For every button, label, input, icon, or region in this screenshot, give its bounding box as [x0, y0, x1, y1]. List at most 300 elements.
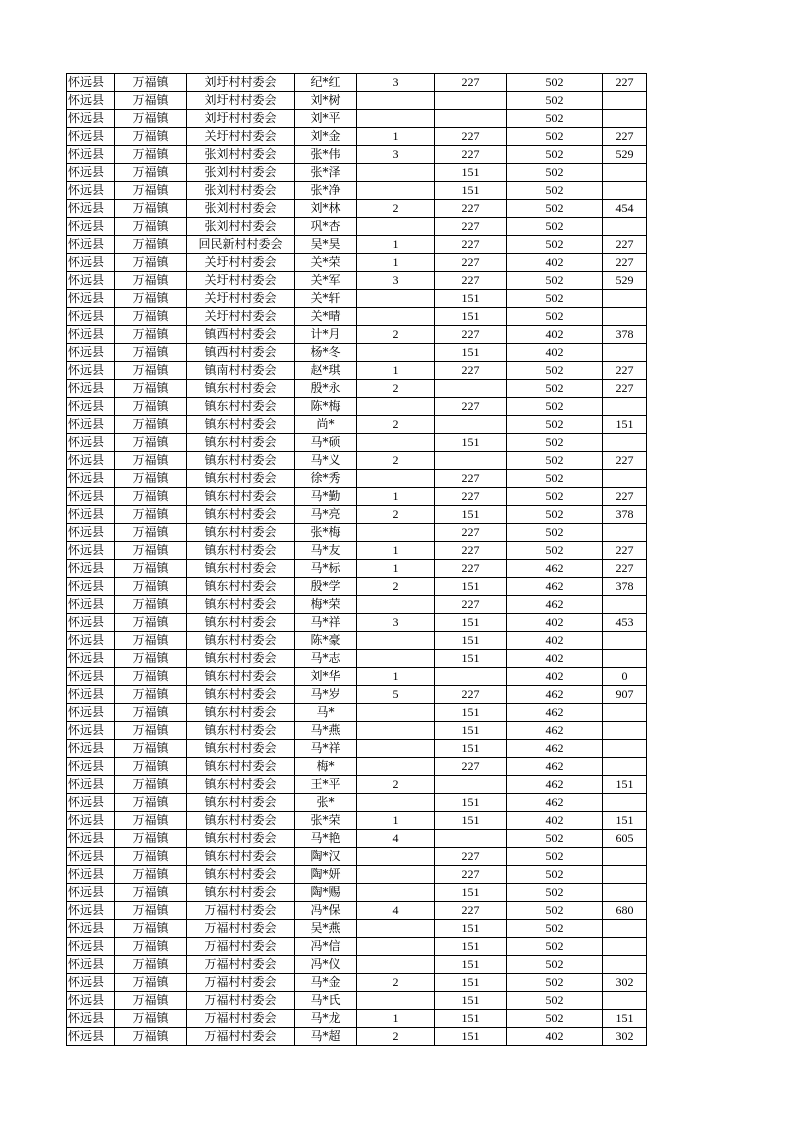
amount-cell [603, 938, 647, 956]
name-cell: 马*志 [295, 650, 357, 668]
table-row [67, 1010, 647, 1028]
base-cell: 502 [507, 920, 603, 938]
village-cell: 镇东村村委会 [187, 884, 295, 902]
village-cell: 万福村村委会 [187, 956, 295, 974]
household-size-cell [357, 740, 435, 758]
household-size-cell [357, 344, 435, 362]
name-cell: 殷*学 [295, 578, 357, 596]
county-cell: 怀远县 [67, 578, 115, 596]
table-row [67, 362, 647, 380]
village-cell: 镇东村村委会 [187, 650, 295, 668]
table-row [67, 650, 647, 668]
table-row [67, 488, 647, 506]
town-cell: 万福镇 [115, 812, 187, 830]
amount-cell [603, 650, 647, 668]
county-cell: 怀远县 [67, 326, 115, 344]
standard-cell: 227 [435, 866, 507, 884]
name-cell: 关*轩 [295, 290, 357, 308]
town-cell: 万福镇 [115, 578, 187, 596]
household-size-cell [357, 290, 435, 308]
standard-cell: 151 [435, 974, 507, 992]
base-cell: 502 [507, 236, 603, 254]
name-cell: 刘*林 [295, 200, 357, 218]
table-row [67, 560, 647, 578]
table-row [67, 236, 647, 254]
standard-cell: 227 [435, 758, 507, 776]
standard-cell: 151 [435, 164, 507, 182]
base-cell: 502 [507, 398, 603, 416]
table-row [67, 866, 647, 884]
name-cell: 王*平 [295, 776, 357, 794]
village-cell: 镇东村村委会 [187, 560, 295, 578]
town-cell: 万福镇 [115, 506, 187, 524]
standard-cell: 227 [435, 362, 507, 380]
town-cell: 万福镇 [115, 668, 187, 686]
town-cell: 万福镇 [115, 902, 187, 920]
village-cell: 镇东村村委会 [187, 470, 295, 488]
standard-cell: 151 [435, 704, 507, 722]
name-cell: 吴*燕 [295, 920, 357, 938]
village-cell: 刘圩村村委会 [187, 74, 295, 92]
base-cell: 462 [507, 596, 603, 614]
village-cell: 关圩村村委会 [187, 128, 295, 146]
base-cell: 502 [507, 218, 603, 236]
name-cell: 陶*汉 [295, 848, 357, 866]
table-body [67, 74, 647, 1046]
household-size-cell [357, 164, 435, 182]
household-size-cell: 1 [357, 254, 435, 272]
name-cell: 马*金 [295, 974, 357, 992]
town-cell: 万福镇 [115, 380, 187, 398]
village-cell: 张刘村村委会 [187, 164, 295, 182]
household-size-cell [357, 308, 435, 326]
amount-cell [603, 218, 647, 236]
town-cell: 万福镇 [115, 272, 187, 290]
name-cell: 马*祥 [295, 740, 357, 758]
amount-cell [603, 344, 647, 362]
county-cell: 怀远县 [67, 416, 115, 434]
household-size-cell [357, 470, 435, 488]
table-row [67, 506, 647, 524]
household-size-cell [357, 524, 435, 542]
standard-cell: 151 [435, 920, 507, 938]
village-cell: 关圩村村委会 [187, 272, 295, 290]
household-size-cell [357, 794, 435, 812]
household-size-cell: 1 [357, 488, 435, 506]
town-cell: 万福镇 [115, 524, 187, 542]
table-row [67, 452, 647, 470]
name-cell: 关*荣 [295, 254, 357, 272]
county-cell: 怀远县 [67, 200, 115, 218]
name-cell: 纪*红 [295, 74, 357, 92]
table-row [67, 470, 647, 488]
table-row [67, 542, 647, 560]
amount-cell: 227 [603, 128, 647, 146]
household-size-cell: 2 [357, 1028, 435, 1046]
table-row [67, 758, 647, 776]
town-cell: 万福镇 [115, 1010, 187, 1028]
table-row [67, 128, 647, 146]
household-size-cell: 3 [357, 272, 435, 290]
household-size-cell [357, 722, 435, 740]
amount-cell: 907 [603, 686, 647, 704]
name-cell: 刘*金 [295, 128, 357, 146]
village-cell: 关圩村村委会 [187, 254, 295, 272]
county-cell: 怀远县 [67, 1010, 115, 1028]
county-cell: 怀远县 [67, 956, 115, 974]
table-row [67, 668, 647, 686]
household-size-cell: 1 [357, 1010, 435, 1028]
amount-cell [603, 596, 647, 614]
base-cell: 402 [507, 254, 603, 272]
base-cell: 502 [507, 470, 603, 488]
town-cell: 万福镇 [115, 614, 187, 632]
standard-cell [435, 416, 507, 434]
table-row [67, 182, 647, 200]
base-cell: 502 [507, 848, 603, 866]
base-cell: 462 [507, 578, 603, 596]
village-cell: 万福村村委会 [187, 1028, 295, 1046]
town-cell: 万福镇 [115, 992, 187, 1010]
village-cell: 镇东村村委会 [187, 542, 295, 560]
table-row [67, 218, 647, 236]
county-cell: 怀远县 [67, 668, 115, 686]
village-cell: 镇东村村委会 [187, 434, 295, 452]
household-size-cell [357, 182, 435, 200]
standard-cell: 227 [435, 398, 507, 416]
county-cell: 怀远县 [67, 992, 115, 1010]
data-table [66, 73, 647, 1046]
table-row [67, 848, 647, 866]
standard-cell [435, 830, 507, 848]
amount-cell: 529 [603, 146, 647, 164]
name-cell: 徐*秀 [295, 470, 357, 488]
household-size-cell [357, 848, 435, 866]
county-cell: 怀远县 [67, 272, 115, 290]
village-cell: 万福村村委会 [187, 902, 295, 920]
village-cell: 镇东村村委会 [187, 488, 295, 506]
amount-cell [603, 920, 647, 938]
village-cell: 刘圩村村委会 [187, 92, 295, 110]
household-size-cell: 2 [357, 506, 435, 524]
table-row [67, 956, 647, 974]
amount-cell [603, 758, 647, 776]
table-row [67, 254, 647, 272]
county-cell: 怀远县 [67, 758, 115, 776]
household-size-cell [357, 92, 435, 110]
amount-cell: 227 [603, 380, 647, 398]
town-cell: 万福镇 [115, 866, 187, 884]
county-cell: 怀远县 [67, 470, 115, 488]
standard-cell: 151 [435, 290, 507, 308]
household-size-cell [357, 632, 435, 650]
village-cell: 张刘村村委会 [187, 146, 295, 164]
county-cell: 怀远县 [67, 866, 115, 884]
town-cell: 万福镇 [115, 290, 187, 308]
standard-cell: 227 [435, 272, 507, 290]
name-cell: 关*晴 [295, 308, 357, 326]
name-cell: 马*燕 [295, 722, 357, 740]
table-row [67, 146, 647, 164]
amount-cell: 227 [603, 362, 647, 380]
amount-cell [603, 794, 647, 812]
name-cell: 张* [295, 794, 357, 812]
village-cell: 镇东村村委会 [187, 668, 295, 686]
household-size-cell: 2 [357, 452, 435, 470]
village-cell: 镇东村村委会 [187, 776, 295, 794]
village-cell: 关圩村村委会 [187, 308, 295, 326]
name-cell: 冯*保 [295, 902, 357, 920]
amount-cell: 227 [603, 74, 647, 92]
table-row [67, 704, 647, 722]
household-size-cell: 1 [357, 542, 435, 560]
county-cell: 怀远县 [67, 290, 115, 308]
name-cell: 张*伟 [295, 146, 357, 164]
name-cell: 马* [295, 704, 357, 722]
household-size-cell: 3 [357, 146, 435, 164]
county-cell: 怀远县 [67, 488, 115, 506]
amount-cell: 227 [603, 236, 647, 254]
base-cell: 502 [507, 434, 603, 452]
base-cell: 402 [507, 326, 603, 344]
household-size-cell: 2 [357, 578, 435, 596]
household-size-cell: 2 [357, 416, 435, 434]
base-cell: 502 [507, 488, 603, 506]
village-cell: 镇西村村委会 [187, 344, 295, 362]
amount-cell: 227 [603, 488, 647, 506]
standard-cell: 227 [435, 236, 507, 254]
name-cell: 刘*平 [295, 110, 357, 128]
household-size-cell [357, 218, 435, 236]
village-cell: 镇东村村委会 [187, 398, 295, 416]
name-cell: 马*亮 [295, 506, 357, 524]
table-row [67, 632, 647, 650]
name-cell: 吴*昊 [295, 236, 357, 254]
standard-cell: 151 [435, 812, 507, 830]
county-cell: 怀远县 [67, 938, 115, 956]
base-cell: 502 [507, 92, 603, 110]
standard-cell: 227 [435, 596, 507, 614]
county-cell: 怀远县 [67, 884, 115, 902]
amount-cell: 151 [603, 776, 647, 794]
village-cell: 镇东村村委会 [187, 632, 295, 650]
household-size-cell: 1 [357, 362, 435, 380]
amount-cell: 151 [603, 416, 647, 434]
name-cell: 马*硕 [295, 434, 357, 452]
household-size-cell [357, 758, 435, 776]
standard-cell: 151 [435, 506, 507, 524]
town-cell: 万福镇 [115, 938, 187, 956]
base-cell: 502 [507, 506, 603, 524]
base-cell: 462 [507, 560, 603, 578]
household-size-cell [357, 956, 435, 974]
household-size-cell [357, 398, 435, 416]
table-row [67, 380, 647, 398]
standard-cell: 151 [435, 578, 507, 596]
amount-cell [603, 308, 647, 326]
household-size-cell [357, 704, 435, 722]
base-cell: 402 [507, 344, 603, 362]
base-cell: 502 [507, 1010, 603, 1028]
county-cell: 怀远县 [67, 524, 115, 542]
town-cell: 万福镇 [115, 542, 187, 560]
village-cell: 镇东村村委会 [187, 740, 295, 758]
standard-cell: 151 [435, 740, 507, 758]
amount-cell [603, 182, 647, 200]
village-cell: 万福村村委会 [187, 938, 295, 956]
county-cell: 怀远县 [67, 236, 115, 254]
table-row [67, 596, 647, 614]
town-cell: 万福镇 [115, 848, 187, 866]
name-cell: 陈*豪 [295, 632, 357, 650]
household-size-cell: 1 [357, 668, 435, 686]
base-cell: 502 [507, 290, 603, 308]
county-cell: 怀远县 [67, 110, 115, 128]
town-cell: 万福镇 [115, 488, 187, 506]
standard-cell: 151 [435, 182, 507, 200]
county-cell: 怀远县 [67, 308, 115, 326]
name-cell: 计*月 [295, 326, 357, 344]
table-row [67, 686, 647, 704]
household-size-cell: 4 [357, 902, 435, 920]
base-cell: 502 [507, 164, 603, 182]
base-cell: 462 [507, 758, 603, 776]
table-row [67, 308, 647, 326]
name-cell: 马*超 [295, 1028, 357, 1046]
standard-cell: 151 [435, 992, 507, 1010]
county-cell: 怀远县 [67, 848, 115, 866]
base-cell: 462 [507, 686, 603, 704]
base-cell: 502 [507, 974, 603, 992]
household-size-cell: 1 [357, 236, 435, 254]
county-cell: 怀远县 [67, 830, 115, 848]
table-row [67, 902, 647, 920]
standard-cell [435, 776, 507, 794]
standard-cell: 227 [435, 686, 507, 704]
standard-cell: 227 [435, 560, 507, 578]
amount-cell: 227 [603, 452, 647, 470]
standard-cell: 151 [435, 722, 507, 740]
amount-cell: 454 [603, 200, 647, 218]
name-cell: 张*泽 [295, 164, 357, 182]
village-cell: 镇东村村委会 [187, 758, 295, 776]
base-cell: 402 [507, 668, 603, 686]
standard-cell: 151 [435, 308, 507, 326]
amount-cell [603, 164, 647, 182]
standard-cell: 151 [435, 344, 507, 362]
base-cell: 502 [507, 146, 603, 164]
town-cell: 万福镇 [115, 650, 187, 668]
amount-cell [603, 632, 647, 650]
name-cell: 马*标 [295, 560, 357, 578]
name-cell: 马*义 [295, 452, 357, 470]
base-cell: 502 [507, 416, 603, 434]
table-row [67, 524, 647, 542]
table-row [67, 92, 647, 110]
county-cell: 怀远县 [67, 218, 115, 236]
town-cell: 万福镇 [115, 218, 187, 236]
base-cell: 502 [507, 830, 603, 848]
base-cell: 502 [507, 956, 603, 974]
base-cell: 402 [507, 812, 603, 830]
name-cell: 巩*杏 [295, 218, 357, 236]
household-size-cell: 3 [357, 614, 435, 632]
amount-cell: 227 [603, 542, 647, 560]
town-cell: 万福镇 [115, 722, 187, 740]
town-cell: 万福镇 [115, 794, 187, 812]
town-cell: 万福镇 [115, 740, 187, 758]
table-row [67, 344, 647, 362]
village-cell: 镇西村村委会 [187, 326, 295, 344]
town-cell: 万福镇 [115, 146, 187, 164]
table-row [67, 290, 647, 308]
county-cell: 怀远县 [67, 614, 115, 632]
county-cell: 怀远县 [67, 254, 115, 272]
household-size-cell: 3 [357, 74, 435, 92]
table-row [67, 110, 647, 128]
base-cell: 462 [507, 776, 603, 794]
table-row [67, 614, 647, 632]
standard-cell: 227 [435, 542, 507, 560]
base-cell: 502 [507, 308, 603, 326]
name-cell: 马*勤 [295, 488, 357, 506]
village-cell: 镇东村村委会 [187, 596, 295, 614]
name-cell: 张*梅 [295, 524, 357, 542]
county-cell: 怀远县 [67, 812, 115, 830]
name-cell: 赵*琪 [295, 362, 357, 380]
county-cell: 怀远县 [67, 632, 115, 650]
standard-cell: 227 [435, 128, 507, 146]
name-cell: 张*荣 [295, 812, 357, 830]
household-size-cell [357, 920, 435, 938]
name-cell: 陶*赐 [295, 884, 357, 902]
table-row [67, 938, 647, 956]
town-cell: 万福镇 [115, 74, 187, 92]
standard-cell: 227 [435, 218, 507, 236]
household-size-cell [357, 938, 435, 956]
household-size-cell [357, 992, 435, 1010]
base-cell: 502 [507, 182, 603, 200]
standard-cell: 227 [435, 200, 507, 218]
base-cell: 462 [507, 722, 603, 740]
county-cell: 怀远县 [67, 920, 115, 938]
town-cell: 万福镇 [115, 776, 187, 794]
table-row [67, 740, 647, 758]
base-cell: 502 [507, 938, 603, 956]
amount-cell [603, 740, 647, 758]
town-cell: 万福镇 [115, 974, 187, 992]
town-cell: 万福镇 [115, 470, 187, 488]
village-cell: 镇东村村委会 [187, 416, 295, 434]
table-row [67, 74, 647, 92]
household-size-cell [357, 650, 435, 668]
standard-cell: 151 [435, 632, 507, 650]
amount-cell: 453 [603, 614, 647, 632]
name-cell: 冯*仪 [295, 956, 357, 974]
standard-cell: 227 [435, 488, 507, 506]
amount-cell [603, 470, 647, 488]
town-cell: 万福镇 [115, 704, 187, 722]
village-cell: 镇东村村委会 [187, 506, 295, 524]
household-size-cell [357, 110, 435, 128]
town-cell: 万福镇 [115, 758, 187, 776]
standard-cell [435, 92, 507, 110]
standard-cell: 151 [435, 938, 507, 956]
name-cell: 刘*华 [295, 668, 357, 686]
village-cell: 镇东村村委会 [187, 830, 295, 848]
county-cell: 怀远县 [67, 506, 115, 524]
village-cell: 刘圩村村委会 [187, 110, 295, 128]
